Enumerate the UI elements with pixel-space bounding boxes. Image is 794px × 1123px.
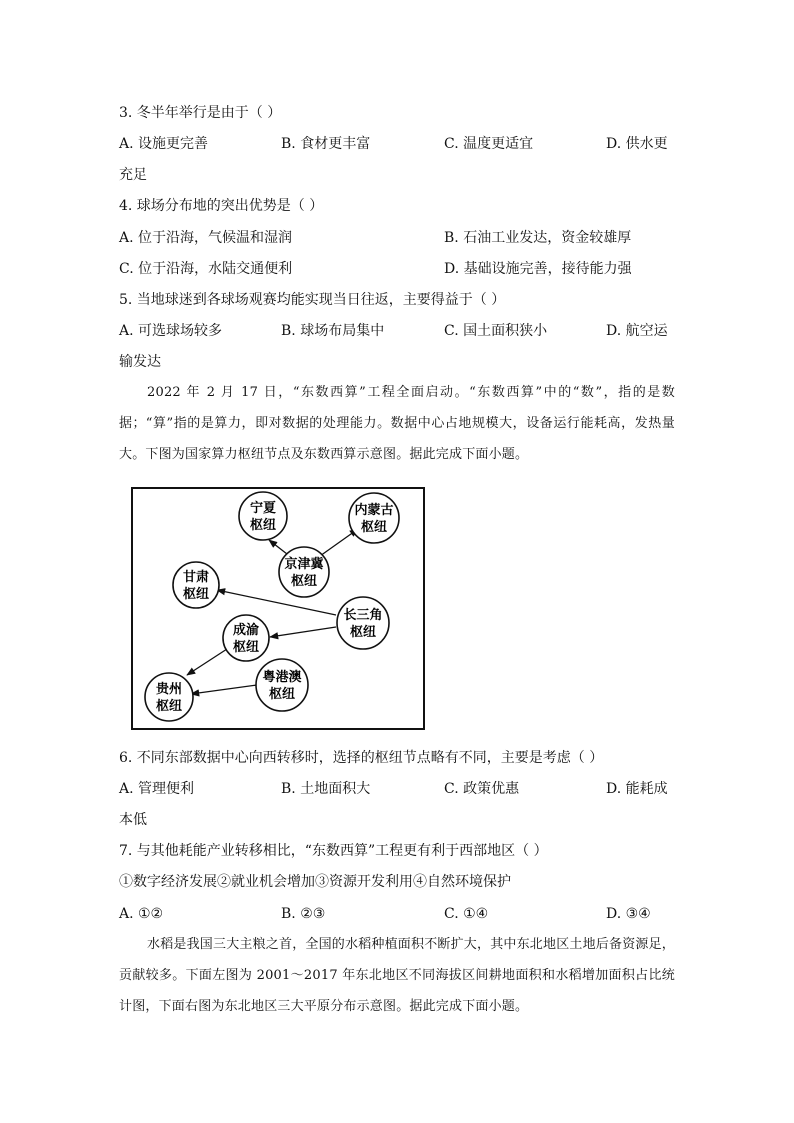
q7-option-d: D. ③④ xyxy=(606,906,651,922)
node-gansu xyxy=(173,562,219,608)
q6-option-a: A. 管理便利 xyxy=(119,781,195,797)
passage-northeast-rice: 水稻是我国三大主粮之首，全国的水稻种植面积不断扩大，其中东北地区土地后备资源足，贡献较多。下面左图为 2001～2017 年东北地区不同海拔区间耕地面积和水稻增加面积占比统计图，下面右图为东北地区三大平原分布示意图。据此完成下面小题。 xyxy=(119,937,676,1014)
svg-text:枢纽: 枢纽 xyxy=(268,687,296,702)
svg-text:贵州: 贵州 xyxy=(155,682,183,697)
node-ningxia xyxy=(239,492,287,540)
q5-option-b: B. 球场布局集中 xyxy=(281,323,385,339)
q5-option-d-wrap: 输发达 xyxy=(119,354,161,370)
q3-option-d-wrap: 充足 xyxy=(119,167,147,183)
q3-option-a: A. 设施更完善 xyxy=(119,136,209,152)
svg-text:枢纽: 枢纽 xyxy=(182,587,210,602)
svg-text:枢纽: 枢纽 xyxy=(349,625,377,640)
passage-east-data-west-compute: 2022 年 2 月 17 日，“东数西算”工程全面启动。“东数西算”中的“数”，指的是数据；“算”指的是算力，即对数据的处理能力。数据中心占地规模大，设备运行能耗高，发热量大。下图为国家算力枢纽节点及东数西算示意图。据此完成下面小题。 xyxy=(119,385,675,462)
q5-option-a: A. 可选球场较多 xyxy=(119,323,223,339)
svg-text:枢纽: 枢纽 xyxy=(249,518,277,533)
node-changsanjiao xyxy=(337,597,389,649)
node-guizhou xyxy=(145,673,193,721)
svg-text:成渝: 成渝 xyxy=(232,623,260,638)
node-jingjinji xyxy=(279,547,329,597)
node-chengyu xyxy=(223,615,269,661)
q7-option-a: A. ①② xyxy=(119,906,164,922)
svg-text:枢纽: 枢纽 xyxy=(290,574,318,589)
svg-text:甘肃: 甘肃 xyxy=(182,570,210,585)
svg-text:枢纽: 枢纽 xyxy=(155,699,183,714)
q6-option-d: D. 能耗成 xyxy=(606,781,668,797)
q6-option-c: C. 政策优惠 xyxy=(444,781,520,797)
q3-option-b: B. 食材更丰富 xyxy=(281,136,371,152)
q6-stem: 6. 不同东部数据中心向西转移时，选择的枢纽节点略有不同，主要是考虑（ ） xyxy=(119,750,604,766)
q5-option-d: D. 航空运 xyxy=(606,323,668,339)
q6-option-b: B. 土地面积大 xyxy=(281,781,371,797)
q7-option-b: B. ②③ xyxy=(281,906,326,922)
q7-choices: ①数字经济发展②就业机会增加③资源开发利用④自然环境保护 xyxy=(119,874,511,890)
q7-option-c: C. ①④ xyxy=(444,906,489,922)
q4-stem: 4. 球场分布地的突出优势是（ ） xyxy=(119,198,324,214)
svg-text:宁夏: 宁夏 xyxy=(249,501,277,516)
node-neimenggu xyxy=(349,493,399,543)
compute-hub-diagram xyxy=(131,487,425,730)
svg-text:粤港澳: 粤港澳 xyxy=(262,670,302,685)
q6-option-d-wrap: 本低 xyxy=(119,812,147,828)
q4-option-b: B. 石油工业发达，资金较雄厚 xyxy=(444,230,632,246)
q5-stem: 5. 当地球迷到各球场观赛均能实现当日往返，主要得益于（ ） xyxy=(119,292,506,308)
svg-text:长三角: 长三角 xyxy=(343,608,383,623)
q3-stem: 3. 冬半年举行是由于（ ） xyxy=(119,105,282,121)
svg-text:京津冀: 京津冀 xyxy=(284,557,324,572)
q3-option-d: D. 供水更 xyxy=(606,136,668,152)
node-yuegangao xyxy=(256,659,308,711)
q4-option-c: C. 位于沿海，水陆交通便利 xyxy=(119,261,293,277)
svg-text:内蒙古: 内蒙古 xyxy=(354,503,394,518)
q3-option-c: C. 温度更适宜 xyxy=(444,136,534,152)
svg-text:枢纽: 枢纽 xyxy=(360,520,388,535)
q4-option-d: D. 基础设施完善，接待能力强 xyxy=(444,261,632,277)
q5-option-c: C. 国土面积狭小 xyxy=(444,323,548,339)
q7-stem: 7. 与其他耗能产业转移相比，“东数西算”工程更有利于西部地区（ ） xyxy=(119,843,548,859)
svg-text:枢纽: 枢纽 xyxy=(232,640,260,655)
q4-option-a: A. 位于沿海，气候温和湿润 xyxy=(119,230,293,246)
